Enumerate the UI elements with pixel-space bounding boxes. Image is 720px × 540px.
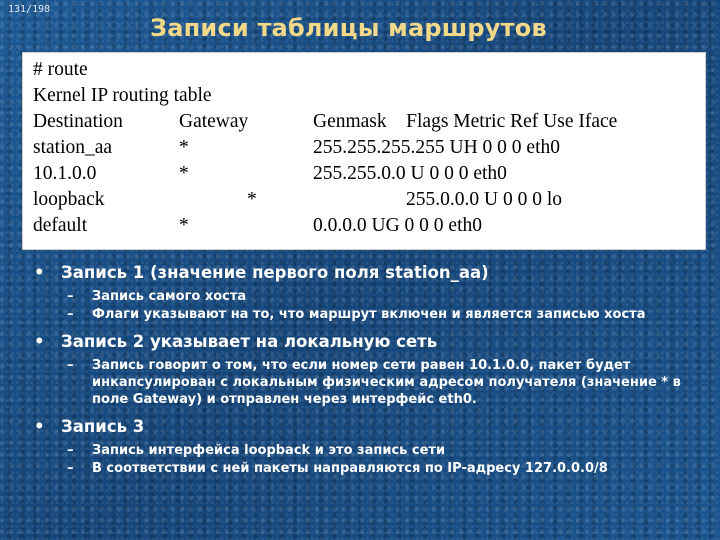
sub-bullet-text: Запись интерфейса loopback и это запись сети bbox=[92, 443, 446, 458]
table-row bbox=[33, 187, 703, 213]
command-line: # route bbox=[33, 59, 88, 80]
header-destination: Destination bbox=[33, 111, 123, 132]
row-destination: loopback bbox=[33, 189, 105, 210]
dash-marker: – bbox=[67, 358, 74, 373]
sub-bullet-item bbox=[34, 460, 704, 477]
row-gateway: * bbox=[179, 215, 189, 236]
sub-bullet-text: Флаги указывают на то, что маршрут включен и является записью хоста bbox=[92, 307, 646, 322]
row-rest: 255.255.0.0 U 0 0 0 eth0 bbox=[313, 163, 507, 184]
table-heading: Kernel IP routing table bbox=[33, 85, 212, 106]
sub-bullet-text: Запись самого хоста bbox=[92, 289, 247, 304]
row-rest: 255.0.0.0 U 0 0 0 lo bbox=[406, 189, 562, 210]
sub-bullet-item bbox=[34, 288, 704, 305]
dash-marker: – bbox=[67, 307, 74, 322]
table-row bbox=[33, 213, 703, 239]
table-row bbox=[33, 161, 703, 187]
bullet-text: Запись 1 (значение первого поля station_aa) bbox=[61, 263, 489, 282]
table-header-row bbox=[33, 109, 703, 135]
row-destination: default bbox=[33, 215, 88, 236]
dash-marker: – bbox=[67, 443, 74, 458]
sub-bullet-item bbox=[34, 442, 704, 459]
bullet-marker: • bbox=[34, 332, 45, 351]
row-rest: 255.255.255.255 UH 0 0 0 eth0 bbox=[313, 137, 560, 158]
dash-marker: – bbox=[67, 461, 74, 476]
dash-marker: – bbox=[67, 289, 74, 304]
sub-bullet-item bbox=[34, 306, 704, 323]
row-gateway: * bbox=[247, 189, 257, 210]
slide-title: Записи таблицы маршрутов bbox=[150, 14, 547, 42]
bullet-marker: • bbox=[34, 263, 45, 282]
bullet-list bbox=[34, 262, 704, 477]
sub-bullet-text: Запись говорит о том, что если номер сети равен 10.1.0.0, пакет будет инкапсулирован с локальным физическим адресом получателя (значение * в поле Gateway) и отправлен через интерфейс eth0. bbox=[92, 358, 681, 407]
bullet-item bbox=[34, 262, 704, 283]
bullet-item bbox=[34, 416, 704, 437]
header-rest: Genmask Flags Metric Ref Use Iface bbox=[313, 111, 618, 132]
bullet-text: Запись 2 указывает на локальную сеть bbox=[61, 332, 438, 351]
row-gateway: * bbox=[179, 137, 189, 158]
row-gateway: * bbox=[179, 163, 189, 184]
slide-number: 131/198 bbox=[8, 4, 51, 15]
table-row bbox=[33, 135, 703, 161]
routing-table-box bbox=[22, 52, 706, 250]
bullet-text: Запись 3 bbox=[61, 417, 145, 436]
row-destination: station_aa bbox=[33, 137, 113, 158]
sub-bullet-item bbox=[34, 357, 704, 408]
row-destination: 10.1.0.0 bbox=[33, 163, 97, 184]
sub-bullet-text: В соответствии с ней пакеты направляются по IP-адресу 127.0.0.0/8 bbox=[92, 461, 608, 476]
bullet-marker: • bbox=[34, 417, 45, 436]
bullet-item bbox=[34, 331, 704, 352]
header-gateway: Gateway bbox=[179, 111, 249, 132]
row-rest: 0.0.0.0 UG 0 0 0 eth0 bbox=[313, 215, 482, 236]
